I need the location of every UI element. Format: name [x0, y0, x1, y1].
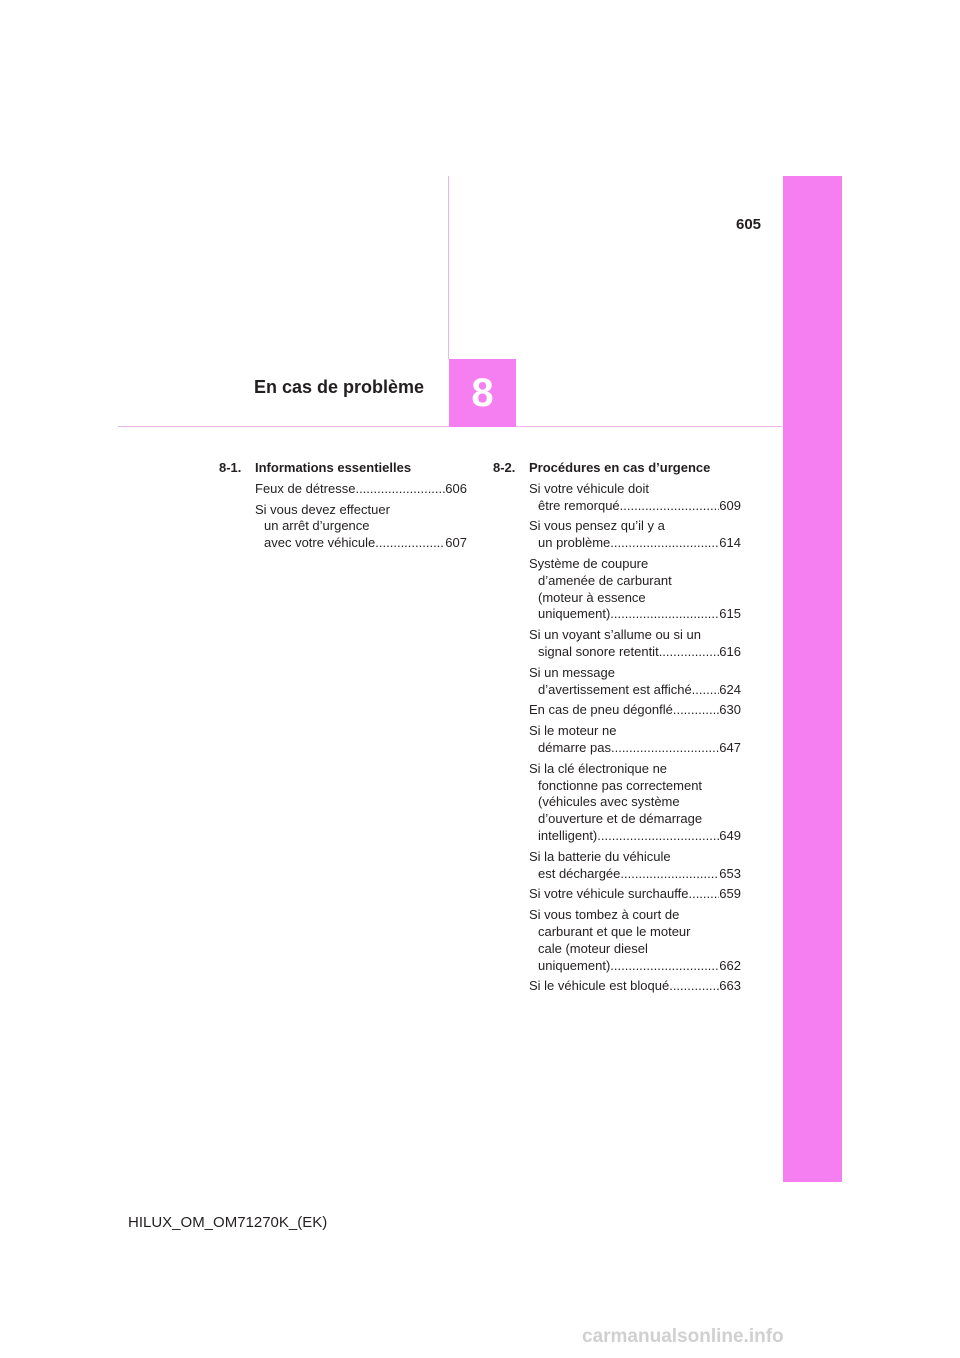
- toc-page-number: 624: [719, 681, 741, 697]
- toc-entry-text: Si le véhicule est bloqué: [529, 978, 670, 994]
- toc-page-number: 616: [719, 643, 741, 659]
- toc-page-number: 606: [445, 480, 467, 496]
- toc-dot-leader: [620, 866, 719, 883]
- toc-dot-leader: [673, 702, 719, 719]
- toc-entry-last-line: [529, 644, 741, 661]
- toc-entry-last-line: [529, 702, 741, 719]
- toc-entry[interactable]: [529, 556, 741, 623]
- toc-page-number: 662: [719, 957, 741, 973]
- toc-page-number: 649: [719, 827, 741, 843]
- toc-dot-leader: [620, 498, 720, 515]
- toc-entry[interactable]: [529, 761, 741, 845]
- chapter-number-box: [449, 359, 516, 427]
- toc-entry-text: être remorqué: [538, 497, 620, 513]
- toc-entry-last-line: [529, 498, 741, 515]
- toc-entry-text: cale (moteur diesel: [538, 940, 648, 956]
- toc-entry[interactable]: [529, 978, 741, 995]
- toc-entry-text: Si votre véhicule surchauffe: [529, 886, 689, 902]
- toc-entry-last-line: [255, 481, 467, 498]
- toc-entry-text: fonctionne pas correctement: [538, 777, 703, 793]
- toc-section-heading: [219, 460, 467, 477]
- toc-section-title: Informations essentielles: [255, 460, 412, 475]
- toc-entry-text: un problème: [538, 535, 611, 551]
- toc-entry-text: Si vous pensez qu’il y a: [529, 518, 665, 534]
- toc-page-number: 614: [719, 535, 741, 551]
- toc-page-number: 615: [719, 606, 741, 622]
- toc-section-title: Procédures en cas d’urgence: [529, 460, 711, 475]
- toc-entry[interactable]: [255, 481, 467, 498]
- toc-entry-last-line: [529, 828, 741, 845]
- toc-entry[interactable]: [529, 907, 741, 974]
- toc-dot-leader: [610, 606, 719, 623]
- chapter-number: 8: [471, 370, 494, 415]
- toc-section-8-1: [219, 460, 467, 556]
- toc-page-number: 659: [719, 886, 741, 902]
- toc-entry-text: Si la clé électronique ne: [529, 760, 668, 776]
- toc-dot-leader: [611, 740, 719, 757]
- toc-page-number: 653: [719, 865, 741, 881]
- toc-entry-text: un arrêt d’urgence: [264, 518, 370, 534]
- toc-entry-text: En cas de pneu dégonflé: [529, 702, 673, 718]
- toc-entry-text: démarre pas: [538, 739, 611, 755]
- page-number: 605: [736, 216, 762, 233]
- toc-dot-leader: [688, 886, 719, 903]
- toc-entry-text: d’ouverture et de démarrage: [538, 811, 703, 827]
- toc-section-8-2: [493, 460, 741, 999]
- toc-entry-text: d’amenée de carburant: [538, 572, 672, 588]
- toc-dot-leader: [597, 828, 719, 845]
- toc-page-number: 647: [719, 739, 741, 755]
- toc-entry-last-line: [255, 535, 467, 552]
- toc-entry[interactable]: [529, 702, 741, 719]
- toc-entry[interactable]: [529, 627, 741, 661]
- toc-entry-text: (véhicules avec système: [538, 794, 680, 810]
- toc-entry-text: Si un message: [529, 664, 615, 680]
- toc-dot-leader: [669, 978, 719, 995]
- toc-entry-text: d’avertissement est affiché: [538, 681, 692, 697]
- toc-section-number: 8-1.: [219, 460, 242, 475]
- chapter-title: En cas de problème: [254, 377, 425, 397]
- toc-page-number: 609: [719, 497, 741, 513]
- toc-section-heading: [493, 460, 741, 477]
- toc-page-number: 663: [719, 978, 741, 994]
- toc-entry[interactable]: [255, 502, 467, 552]
- toc-entry-last-line: [529, 606, 741, 623]
- toc-dot-leader: [355, 481, 445, 498]
- toc-dot-leader: [375, 535, 445, 552]
- toc-dot-leader: [692, 682, 720, 699]
- toc-entry-text: intelligent): [538, 827, 598, 843]
- toc-entry-text: Si vous tombez à court de: [529, 907, 680, 923]
- toc-page-number: 607: [445, 535, 467, 551]
- toc-entry-last-line: [529, 740, 741, 757]
- toc-page-number: 630: [719, 702, 741, 718]
- toc-entry-text: carburant et que le moteur: [538, 923, 691, 939]
- toc-section-number: 8-2.: [493, 460, 516, 475]
- toc-dot-leader: [610, 958, 719, 975]
- toc-entry-text: signal sonore retentit: [538, 643, 659, 659]
- toc-entry-last-line: [529, 682, 741, 699]
- watermark: carmanualsonline.info: [582, 1326, 784, 1347]
- toc-entry-text: est déchargée: [538, 865, 621, 881]
- toc-entry-last-line: [529, 978, 741, 995]
- toc-entry-last-line: [529, 866, 741, 883]
- toc-entry[interactable]: [529, 481, 741, 515]
- toc-entry-text: uniquement): [538, 957, 611, 973]
- toc-dot-leader: [659, 644, 720, 661]
- toc-entry-text: Si le moteur ne: [529, 723, 617, 739]
- toc-entry-text: Si vous devez effectuer: [255, 501, 390, 517]
- toc-entry[interactable]: [529, 723, 741, 757]
- toc-entry[interactable]: [529, 849, 741, 883]
- footer-document-code: HILUX_OM_OM71270K_(EK): [128, 1214, 328, 1231]
- toc-entry[interactable]: [529, 886, 741, 903]
- toc-entry-text: Système de coupure: [529, 555, 649, 571]
- chapter-side-tab: [783, 176, 842, 1182]
- toc-entry-last-line: [529, 958, 741, 975]
- toc-entry-text: Si votre véhicule doit: [529, 480, 649, 496]
- toc-dot-leader: [610, 535, 719, 552]
- toc-entry[interactable]: [529, 665, 741, 699]
- toc-entry-text: avec votre véhicule: [264, 535, 376, 551]
- toc-entry-text: Si la batterie du véhicule: [529, 848, 671, 864]
- header-vertical-rule: [448, 176, 449, 359]
- toc-entry-last-line: [529, 886, 741, 903]
- toc-entry-text: Feux de détresse: [255, 480, 356, 496]
- toc-entry[interactable]: [529, 518, 741, 552]
- toc-entry-text: Si un voyant s’allume ou si un: [529, 627, 701, 643]
- toc-entry-text: uniquement): [538, 606, 611, 622]
- toc-entry-last-line: [529, 535, 741, 552]
- toc-entry-text: (moteur à essence: [538, 589, 646, 605]
